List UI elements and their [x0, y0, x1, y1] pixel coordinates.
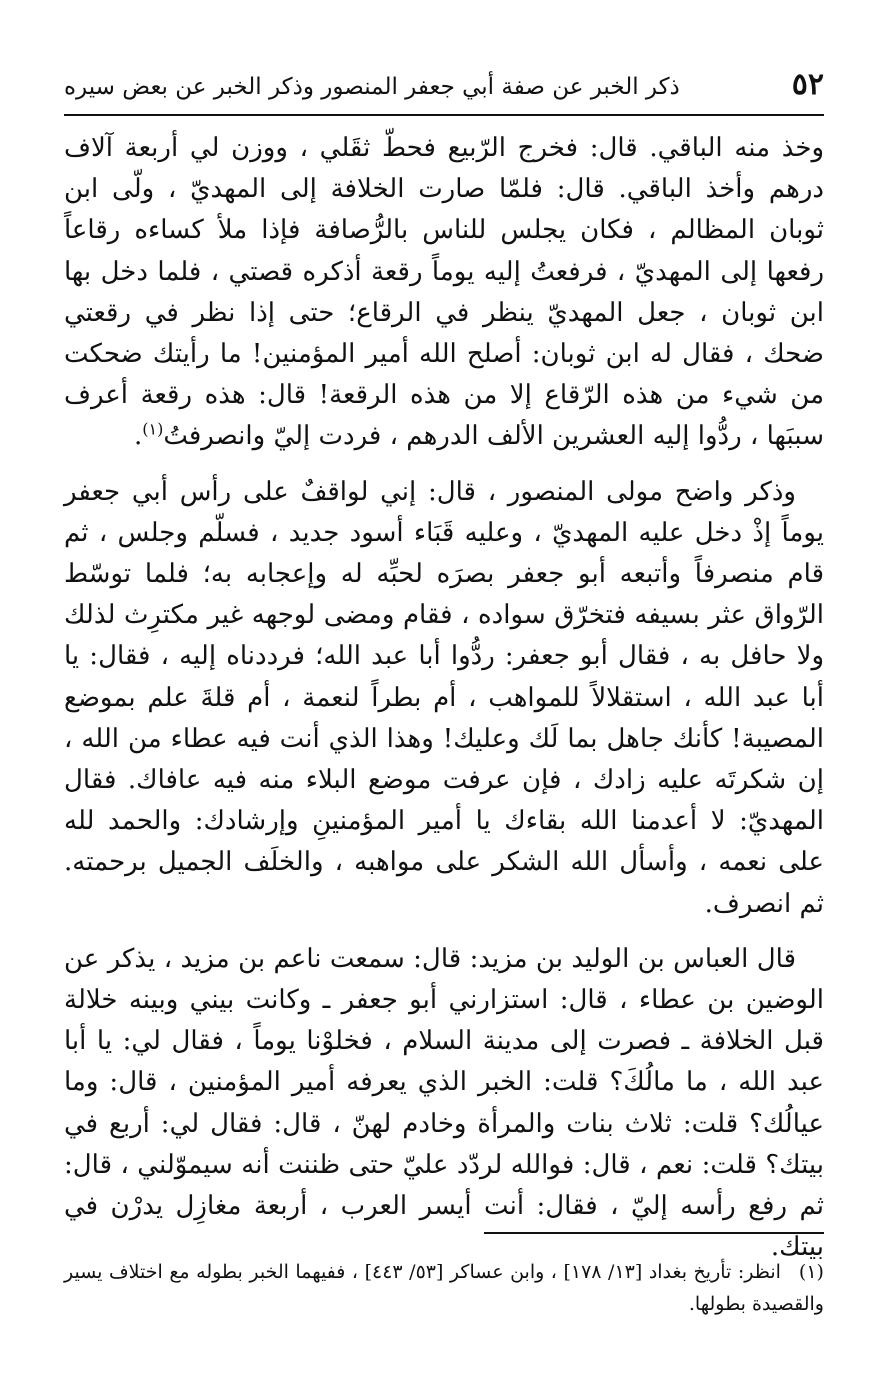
- header-divider: [64, 114, 824, 116]
- footnotes: [64, 1256, 824, 1320]
- page-number: ٥٢: [791, 67, 824, 102]
- paragraph-1: [64, 128, 824, 458]
- footnote-number: (١): [798, 1261, 824, 1283]
- running-title: ذكر الخبر عن صفة أبي جعفر المنصور وذكر الخبر عن بعض سيره: [64, 74, 680, 100]
- paragraph-2-text: وذكر واضح مولى المنصور ، قال: إني لواقفٌ على رأس أبي جعفر يوماً إذْ دخل عليه المهديّ ، وعليه قَبَاء أسود جديد ، فسلّم وجلس ، ثم قام منصرفاً وأتبعه أبو جعفر بصرَه لحبِّه له وإعجابه به؛ فلما توسّط الرّواق عثر بسيفه فتخرّق سواده ، فقام ومضى لوجهه غير مكترِث لذلك ولا حافل به ، فقال أبو جعفر: ردُّوا أبا عبد الله؛ فرددناه إليه ، فقال: يا أبا عبد الله ، استقلالاً للمواهب ، أم بطراً لنعمة ، أم قلةَ علم بموضع المصيبة! كأنك جاهل بما لَك وعليك! وهذا الذي أنت فيه عطاء من الله ، إن شكرتَه عليه زادك ، فإن عرفت موضع البلاء منه فيه عافاك. فقال المهديّ: لا أعدمنا الله بقاءك يا أمير المؤمنينِ وإرشادك: والحمد لله على نعمه ، وأسأل الله الشكر على مواهبه ، والخلَف الجميل برحمته. ثم انصرف.: [64, 476, 825, 919]
- paragraph-3-text: قال العباس بن الوليد بن مزيد: قال: سمعت ناعم بن مزيد ، يذكر عن الوضين بن عطاء ، قال: استزارني أبو جعفر ـ وكانت بيني وبينه خلالة قبل الخلافة ـ فصرت إلى مدينة السلام ، فخلوْنا يوماً ، فقال لي: يا أبا عبد الله ، ما مالُكَ؟ قلت: الخبر الذي يعرفه أمير المؤمنين ، قال: وما عيالُك؟ قلت: ثلاث بنات والمرأة وخادم لهنّ ، قال: فقال لي: أربع في بيتك؟ قلت: نعم ، قال: فوالله لردّد عليّ حتى ظننت أنه سيموّلني ، قال: ثم رفع رأسه إليّ ، فقال: أنت أيسر العرب ، أربعة مغازِل يدرْن في بيتك.: [64, 943, 824, 1263]
- footnote-divider: [484, 1232, 824, 1234]
- paragraph-1-text: وخذ منه الباقي. قال: فخرج الرّبيع فحطّ ثقَلي ، ووزن لي أربعة آلاف درهم وأخذ الباقي. قال: فلمّا صارت الخلافة إلى المهديّ ، ولّى ابن ثوبان المظالم ، فكان يجلس للناس بالرُّصافة فإذا ملأ كساءه رقاعاً رفعها إلى المهديّ ، فرفعتُ إليه يوماً رقعة أذكره قصتي ، فلما دخل بها ابن ثوبان ، جعل المهديّ ينظر في الرقاع؛ حتى إذا نظر في رقعتي ضحك ، فقال له ابن ثوبان: أصلح الله أمير المؤمنين! ما رأيتك ضحكت من شيء من هذه الرّقاع إلا من هذه الرقعة! قال: هذه رقعة أعرف سببَها ، ردُّوا إليه العشرين الألف الدرهم ، فردت إليّ وانصرفتُ: [64, 133, 824, 452]
- footnote-1: [64, 1256, 824, 1320]
- paragraph-1-end: .: [133, 421, 143, 452]
- main-text: [64, 128, 824, 1268]
- paragraph-2: [64, 472, 824, 925]
- footnote-text: انظر: تأريخ بغداد [١٣/ ١٧٨] ، وابن عساكر [٥٣/ ٤٤٣] ، ففيهما الخبر بطوله مع اختلاف يسير والقصيدة بطولها.: [64, 1261, 824, 1315]
- page-header: [64, 66, 824, 116]
- footnote-reference[interactable]: (١): [142, 419, 164, 439]
- paragraph-3: [64, 939, 824, 1269]
